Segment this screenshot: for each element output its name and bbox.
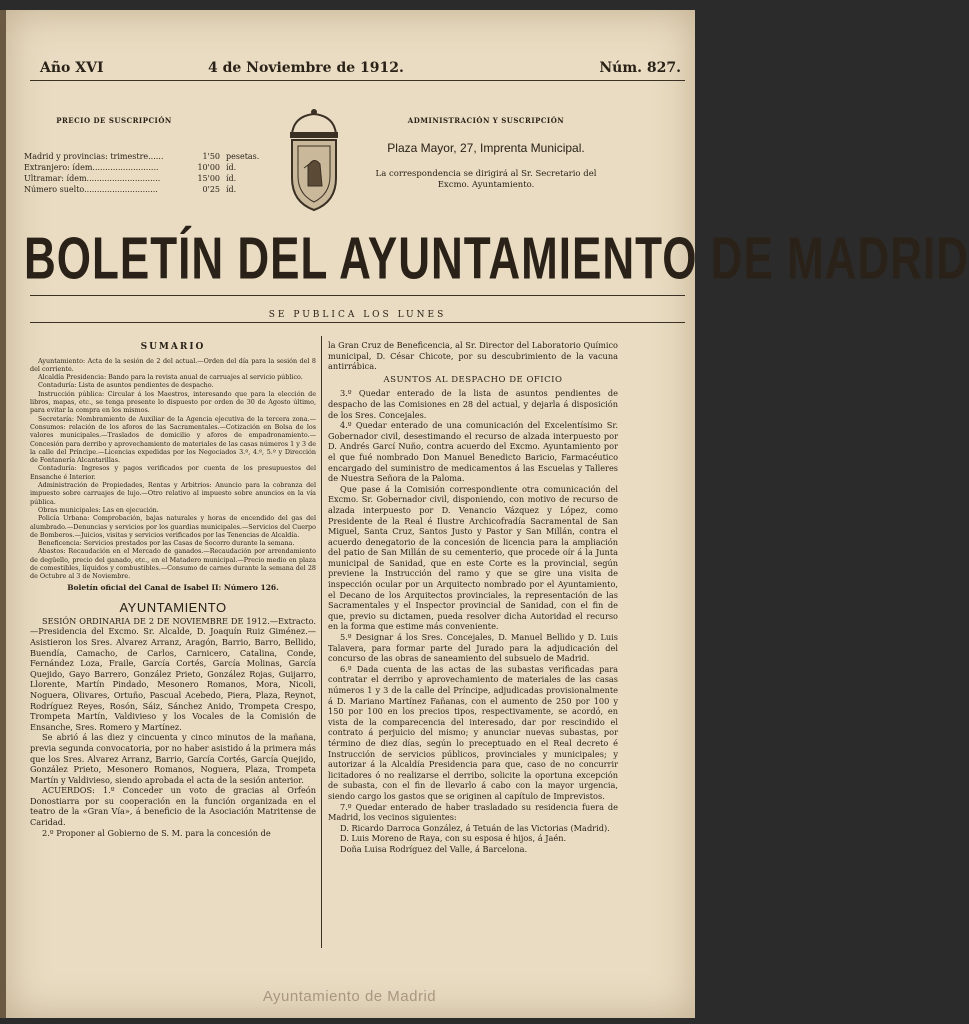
archive-watermark: Ayuntamiento de Madrid bbox=[262, 988, 437, 1005]
subscription-heading: PRECIO DE SUSCRIPCIÓN bbox=[56, 116, 172, 125]
administration-address: Plaza Mayor, 27, Imprenta Municipal. bbox=[387, 141, 585, 155]
summary-item: Contaduría: Lista de asuntos pendientes de despacho. bbox=[38, 381, 214, 390]
price-row: Madrid y provincias: trimestre...... 1'50 pesetas. bbox=[24, 152, 260, 161]
paragraph: Se abrió á las diez y cincuenta y cinco minutos de la mañana, previa segunda convocatoria, por no haber asistido á la primera más que los Sres. Alvarez Arranz, Barrio, García Cortés, García Quejido, González Prieto, Mesonero Romanos, Noguera, Plaza, Trompeta Martín y Valdivieso, siendo aprobada el acta de la sesión anterior. bbox=[30, 732, 316, 785]
paragraph: SESIÓN ORDINARIA DE 2 DE NOVIEMBRE DE 1912.—Extracto.—Presidencia del Excmo. Sr. Alcalde, D. Joaquín Ruiz Giménez.—Asistieron los Sres. Alvarez Arranz, Aragón, Barrio, Barro, Bellido, Buendía, Camacho, de Carlos, Carnicero, Catalina, Conde, Fernández Loza, Fraile, García Cortés, García Molinas, García Quejido, Gayo Barrero, González Prieto, González Rojas, Guijarro, Llorente, Martín Pindado, Mesonero Romanos, Mora, Nicoli, Noguera, Olivares, Ortuño, Pascual Acebedo, Piera, Plaza, Reynot, Rodríguez Reyes, Rosón, Sáiz, Sánchez Anido, Trompeta Crespo, Trompeta Martín, Valdivieso y los Vocales de la Comisión de Ensanche, Sres. Romero y Martínez. bbox=[30, 615, 316, 732]
summary-item: Abastos: Recaudación en el Mercado de ganados.—Recaudación por arrendamiento de degüello, precio del ganado, etc., en el Matadero municipal.—Precio medio en plaza de comestibles, líquidos y combustibles.—Consumo de carnes durante la semana del 28 de Octubre al 3 de Noviembre. bbox=[30, 547, 316, 581]
title-rule bbox=[30, 295, 685, 296]
summary-item: Obras municipales: Las en ejecución. bbox=[38, 505, 159, 514]
issue-number: Núm. 827. bbox=[599, 60, 681, 76]
list-item: D. Luis Moreno de Raya, con su esposa é hijos, á Jaén. bbox=[340, 833, 567, 844]
summary-item: Secretaría: Nombramiento de Auxiliar de la Agencia ejecutiva de la tercera zona.—Consumos: relación de los aforos de las Sacramentales.—Cotización en Bolsa de los valores municipales.—Traslados de domicilio y aforos de empadronamiento.—Concesión para derribo y aprovechamiento de materiales de las casas números 1 y 3 de la calle del Príncipe.—Licencias expedidas por los Negociados 3.º, 4.º, 5.º y Dirección de Fontanería Alcantarillas. bbox=[30, 414, 316, 465]
column-divider bbox=[321, 336, 322, 948]
summary-item: Ayuntamiento: Acta de la sesión de 2 del actual.—Orden del día para la sesión del 8 del corriente. bbox=[30, 356, 316, 373]
summary-item: Instrucción pública: Circular á los Maestros, interesando que para la elección de libros, mapas, etc., se tenga presente lo dispuesto por orden de 30 de Agosto último, para evitar la compra en los mismos. bbox=[30, 389, 316, 415]
summary-item: Administración de Propiedades, Rentas y Arbitrios: Anuncio para la cobranza del impuesto sobre carruajes de lujo.—Otro relativo al impuesto sobre anuncios en la vía pública. bbox=[30, 481, 316, 506]
right-body bbox=[328, 340, 618, 855]
administration-block bbox=[366, 116, 606, 191]
paragraph: 2.º Proponer al Gobierno de S. M. para la concesión de bbox=[42, 827, 271, 838]
paragraph: 6.º Dada cuenta de las actas de las subastas verificadas para contratar el derribo y aprovechamiento de materiales de las casas números 1 y 3 de la calle del Príncipe, adjudicadas provisionalmente á D. Mariano Martínez Fañanas, con el aumento de 250 por 100 y 150 por 100 en los precios tipos, respectivamente, se acordó, en vista de la comparecencia del interesado, dar por rescindido el contrato á perjuicio del mismo; y anunciar nuevas subastas, por término de diez días, según lo preceptuado en el Real decreto é Instrucción de servicios públicos, provinciales y municipales; y autorizar á la Alcaldía Presidencia para que, caso de no concurrir licitadores ó no realizarse el derribo, solicite la oportuna excepción de subasta, con el fin de llevarlo á cabo con la mayor urgencia, siendo cargo los gastos que se originen al capítulo de Imprevistos. bbox=[328, 663, 618, 801]
summary-item: Alcaldía Presidencia: Bando para la revista anual de carruajes al servicio público. bbox=[38, 373, 303, 382]
year-label: Año XVI bbox=[40, 60, 104, 76]
canal-bulletin-note: Boletín oficial del Canal de Isabel II: Número 126. bbox=[67, 582, 279, 592]
summary-item: Contaduría: Ingresos y pagos verificados por cuenta de los presupuestos del Ensanche é Interior. bbox=[30, 464, 316, 481]
masthead-rule bbox=[30, 80, 685, 81]
paragraph: 5.º Designar á los Sres. Concejales, D. Manuel Bellido y D. Luis Talavera, para formar parte del Jurado para la adjudicación del concurso de las obras de saneamiento del subsuelo de Madrid. bbox=[328, 632, 618, 664]
price-row: Número suelto............................. 0'25 íd. bbox=[24, 185, 237, 194]
price-row: Ultramar: ídem............................. 15'00 íd. bbox=[24, 174, 237, 183]
right-column bbox=[328, 340, 618, 950]
correspondence-note: La correspondencia se dirigirá al Sr. Secretario del Excmo. Ayuntamiento. bbox=[375, 169, 597, 190]
residents-list bbox=[328, 823, 618, 855]
left-column bbox=[30, 340, 316, 950]
newspaper-title: BOLETÍN DEL AYUNTAMIENTO DE MADRID bbox=[24, 226, 969, 293]
administration-heading: ADMINISTRACIÓN Y SUSCRIPCIÓN bbox=[407, 116, 565, 125]
subscription-prices bbox=[24, 116, 274, 195]
paragraph: 4.º Quedar enterado de una comunicación del Excelentísimo Sr. Gobernador civil, desestimando el recurso de alzada interpuesto por D. Andrés Garcí Nuño, contra acuerdo del Excmo. Ayuntamiento por el que fué nombrado Don Manuel Benedicto Baricio, Farmacéutico encargado del suministro de medicamentos á las Escuelas y Talleres de Nuestra Señora de la Paloma. bbox=[328, 420, 618, 484]
paragraph: Que pase á la Comisión correspondiente otra comunicación del Excmo. Sr. Gobernador civil, disponiendo, con motivo de recurso de alzada interpuesto por D. Venancio Vázquez y López, como Presidente de la Real é Ilustre Archicofradía Sacramental de San Miguel, Santa Cruz, Santos Justo y Pastor y San Millán, contra el acuerdo denegatorio de la concesión de licencia para la ampliación del patio de San Millán de su cementerio, que procede oír á la Junta municipal de Sanidad, que en este Corte es la provincial, según previene la Instrucción del ramo y que se gire una visita de inspección ocular por un Arquitecto nombrado por el Ayuntamiento, el Decano de los Arquitectos provinciales, la representación de las Sacramentales y el Inspector provincial de Sanidad, con el fin de que, previo su dictamen, pueda resolver dicha Autoridad el recurso en la forma que estime más conveniente. bbox=[328, 483, 618, 632]
newspaper-page bbox=[6, 10, 969, 1018]
summary-item: Policía Urbana: Comprobación, bajas naturales y horas de encendido del gas del alumbrado.—Denuncias y servicios por los guardias municipales.—Servicios del Cuerpo de Bomberos.—Juicios, visitas y servicios verificados por las Tenencias de Alcaldía. bbox=[30, 514, 316, 539]
issue-date: 4 de Noviembre de 1912. bbox=[208, 60, 404, 76]
list-item: Doña Luisa Rodríguez del Valle, á Barcelona. bbox=[340, 843, 528, 854]
paragraph: la Gran Cruz de Beneficencia, al Sr. Director del Laboratorio Químico municipal, D. César Chicote, por su descubrimiento de la vacuna antirrábica. bbox=[328, 340, 618, 372]
paragraph: ACUERDOS: 1.º Conceder un voto de gracias al Orfeón Donostiarra por su cooperación en la función organizada en el teatro de la «Gran Vía», á beneficio de la Asociación Matritense de Caridad. bbox=[30, 785, 316, 828]
publication-note: SE PUBLICA LOS LUNES bbox=[268, 310, 447, 320]
session-minutes bbox=[30, 616, 316, 838]
summary-item: Beneficencia: Servicios prestados por las Casas de Socorro durante la semana. bbox=[38, 539, 295, 548]
price-row: Extranjero: ídem.......................... 10'00 íd. bbox=[24, 163, 237, 172]
summary-list bbox=[30, 357, 316, 581]
summary-heading: SUMARIO bbox=[140, 342, 206, 352]
paragraph: 7.º Quedar enterado de haber trasladado su residencia fuera de Madrid, los vecinos siguientes: bbox=[328, 801, 618, 823]
section-heading: ASUNTOS AL DESPACHO DE OFICIO bbox=[383, 374, 563, 385]
madrid-coat-of-arms-icon bbox=[282, 106, 346, 216]
list-item: D. Ricardo Darroca González, á Tetuán de las Victorias (Madrid). bbox=[340, 822, 610, 833]
ayuntamiento-heading: AYUNTAMIENTO bbox=[119, 600, 227, 616]
paragraph: 3.º Quedar enterado de la lista de asuntos pendientes de despacho de las Comisiones en 28 del actual, y dejarla á disposición de los Sres. Concejales. bbox=[328, 388, 618, 420]
publication-rule bbox=[30, 322, 685, 323]
